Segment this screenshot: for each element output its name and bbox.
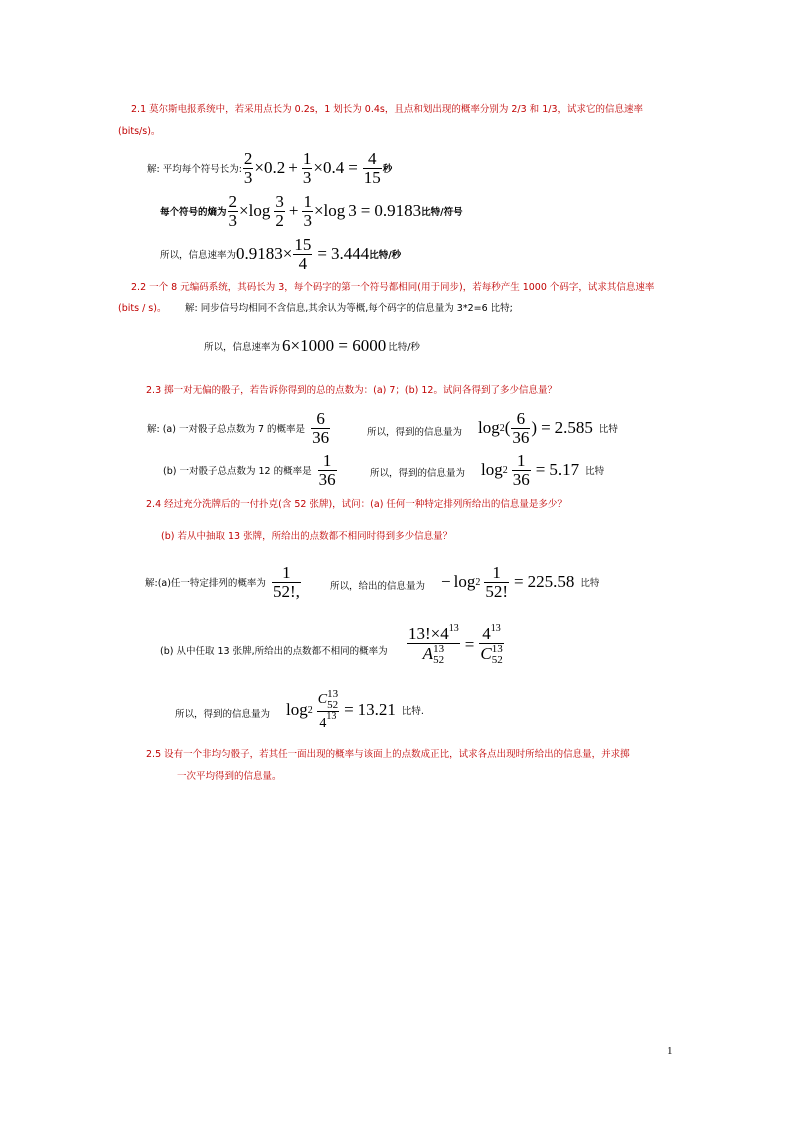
prob-label-perm: 解:(a)任一特定排列的概率为 [145, 578, 266, 590]
equals-sign: = [535, 460, 546, 480]
prob-label-b: (b) 一对骰子总点数为 12 的概率是 [163, 466, 312, 478]
info-formula-perm [441, 564, 599, 601]
info-formula-13cards [286, 689, 424, 732]
fraction-1-3: $\frac{1}{3}$ [303, 192, 312, 230]
unit-bits: 比特 [580, 578, 600, 590]
solution-label: 解: 平均每个符号长为: [147, 164, 242, 176]
times-sign: × [254, 158, 265, 178]
fraction-6-36: $\frac{6}{36}$ [312, 409, 330, 447]
solution-2-1-line2 [160, 193, 463, 230]
paren-close: ) [531, 418, 538, 438]
unit-bits: 比特 [585, 466, 605, 478]
value-3: 3 [348, 201, 357, 221]
fraction-1-52fact: $\frac{1}{52!}$ [485, 563, 508, 601]
value-0-4: 0.4 [322, 158, 345, 178]
fraction-6-36: $\frac{6}{36}$ [512, 409, 530, 447]
plus-sign: + [288, 201, 299, 221]
info-formula-a [478, 410, 618, 447]
problem-2-5-text-cont: 一次平均得到的信息量。 [177, 771, 282, 782]
log-base: 2 [307, 704, 313, 716]
equals-sign: = [360, 201, 371, 221]
solution-2-4-a [145, 564, 302, 601]
problem-2-5-text: 2.5 设有一个非均匀骰子，若其任一面出现的概率与该面上的点数成正比，试求各点出现时所给出的信息量，并求掷 [146, 749, 630, 760]
result-13-21: 13.21 [357, 700, 396, 720]
result-3-444: 3.444 [330, 244, 370, 264]
unit-bits-per-second: 比特/秒 [388, 342, 420, 353]
fraction-1-36: $\frac{1}{36}$ [318, 451, 336, 489]
fraction-C-4pow: C 13 52 $4^{13}$ [317, 688, 339, 731]
page-number: 1 [667, 1045, 673, 1057]
minus-sign: − [441, 572, 451, 592]
times-sign: × [239, 201, 249, 221]
calc-6x1000: 6×1000 = 6000 [282, 336, 387, 355]
prob-label-a: 解: (a) 一对骰子总点数为 7 的概率是 [147, 424, 306, 436]
solution-2-2-line2 [204, 336, 420, 356]
log-base: 2 [475, 576, 481, 588]
info-label-perm: 所以，给出的信息量为 [330, 581, 426, 592]
times-sign: × [313, 158, 323, 178]
result-225-58: 225.58 [527, 572, 575, 592]
fraction-13fact4pow-A: $13!\times 4^{13}$ A 13 52 [408, 623, 459, 666]
fraction-4pow-C: $4^{13}$ C 13 52 [480, 623, 503, 666]
value-0-2: 0.2 [264, 158, 286, 178]
prob-formula-13cards [406, 624, 505, 666]
info-label-a: 所以，得到的信息量为 [367, 427, 463, 438]
problem-2-3-text: 2.3 掷一对无偏的骰子，若告诉你得到的总的点数为：(a) 7；(b) 12。试问各得到了多少信息量？ [146, 385, 557, 396]
log-sign: log [478, 418, 500, 438]
log-sign: log [323, 201, 346, 221]
fraction-1-36: $\frac{1}{36}$ [512, 451, 530, 489]
problem-2-4-text-b: (b) 若从中抽取 13 张牌，所给出的点数都不相同时得到多少信息量？ [161, 531, 453, 542]
solution-2-4-c-label: 所以，得到的信息量为 [175, 709, 271, 720]
solution-2-2-line1: 解: 同步信号均相同不含信息,其余认为等概,每个码字的信息量为 3*2=6 比特; [185, 303, 513, 314]
fraction-4-15: $\frac{4}{15}$ [363, 149, 381, 187]
log-sign: log [286, 700, 308, 720]
solution-2-4-b-label: (b) 从中任取 13 张牌,所给出的点数都不相同的概率为 [160, 646, 388, 657]
rate-label: 所以，信息速率为 [204, 342, 281, 353]
result-0-9183: 0.9183 [374, 201, 422, 221]
equals-sign: = [514, 572, 524, 592]
problem-2-2-text-cont: (bits / s)。 [118, 303, 167, 314]
equals-sign: = [464, 634, 475, 654]
log-sign: log [248, 201, 271, 221]
info-label-b: 所以，得到的信息量为 [370, 468, 466, 479]
result-2-585: 2.585 [554, 418, 593, 438]
problem-2-1-text: 2.1 莫尔斯电报系统中，若采用点长为 0.2s，1 划长为 0.4s，且点和划出现的概率分别为 2/3 和 1/3，试求它的信息速率 [131, 104, 643, 115]
times-sign: × [313, 201, 324, 221]
log-base: 2 [499, 422, 505, 434]
fraction-1-3: $\frac{1}{3}$ [302, 149, 312, 187]
equals-sign: = [317, 244, 327, 264]
result-5-17: 5.17 [549, 460, 580, 480]
unit-bits-per-second: 比特/秒 [369, 250, 402, 262]
fraction-1-52fact: $\frac{1}{52!,}$ [272, 563, 300, 601]
paren-open: ( [504, 418, 511, 438]
equals-sign: = [541, 418, 551, 438]
fraction-3-2: $\frac{3}{2}$ [275, 192, 284, 230]
log-sign: log [453, 572, 476, 592]
problem-2-1-text-cont: (bits/s)。 [118, 126, 161, 137]
plus-sign: + [288, 158, 298, 178]
fraction-2-3: $\frac{2}{3}$ [228, 192, 238, 230]
solution-2-3-a [147, 410, 331, 447]
solution-2-3-b [163, 452, 338, 489]
fraction-2-3: $\frac{2}{3}$ [243, 149, 253, 187]
equals-sign: = [348, 158, 358, 178]
entropy-label: 每个符号的熵为 [160, 207, 227, 219]
times-sign: × [282, 244, 293, 264]
unit-bits-per-symbol: 比特/符号 [421, 207, 463, 219]
solution-2-1-line3 [160, 236, 401, 273]
log-sign: log [481, 460, 503, 480]
value-0-9183: 0.9183 [236, 244, 283, 264]
fraction-15-4: $\frac{15}{4}$ [294, 235, 312, 273]
solution-2-1-line1 [147, 150, 392, 187]
unit-bits: 比特 [598, 424, 618, 436]
equals-sign: = [344, 700, 354, 720]
problem-2-2-text: 2.2 一个 8 元编码系统，其码长为 3，每个码字的第一个符号都相同(用于同步)，若每秒产生 1000 个码字，试求其信息速率 [131, 282, 655, 293]
log-base: 2 [502, 464, 508, 476]
info-formula-b [481, 452, 604, 489]
rate-label: 所以，信息速率为 [160, 250, 237, 262]
unit-bits: 比特. [401, 706, 424, 718]
problem-2-4-text: 2.4 经过充分洗牌后的一付扑克(含 52 张牌)，试问：(a) 任何一种特定排列所给出的信息量是多少？ [146, 499, 567, 510]
unit-seconds: 秒 [382, 164, 393, 176]
